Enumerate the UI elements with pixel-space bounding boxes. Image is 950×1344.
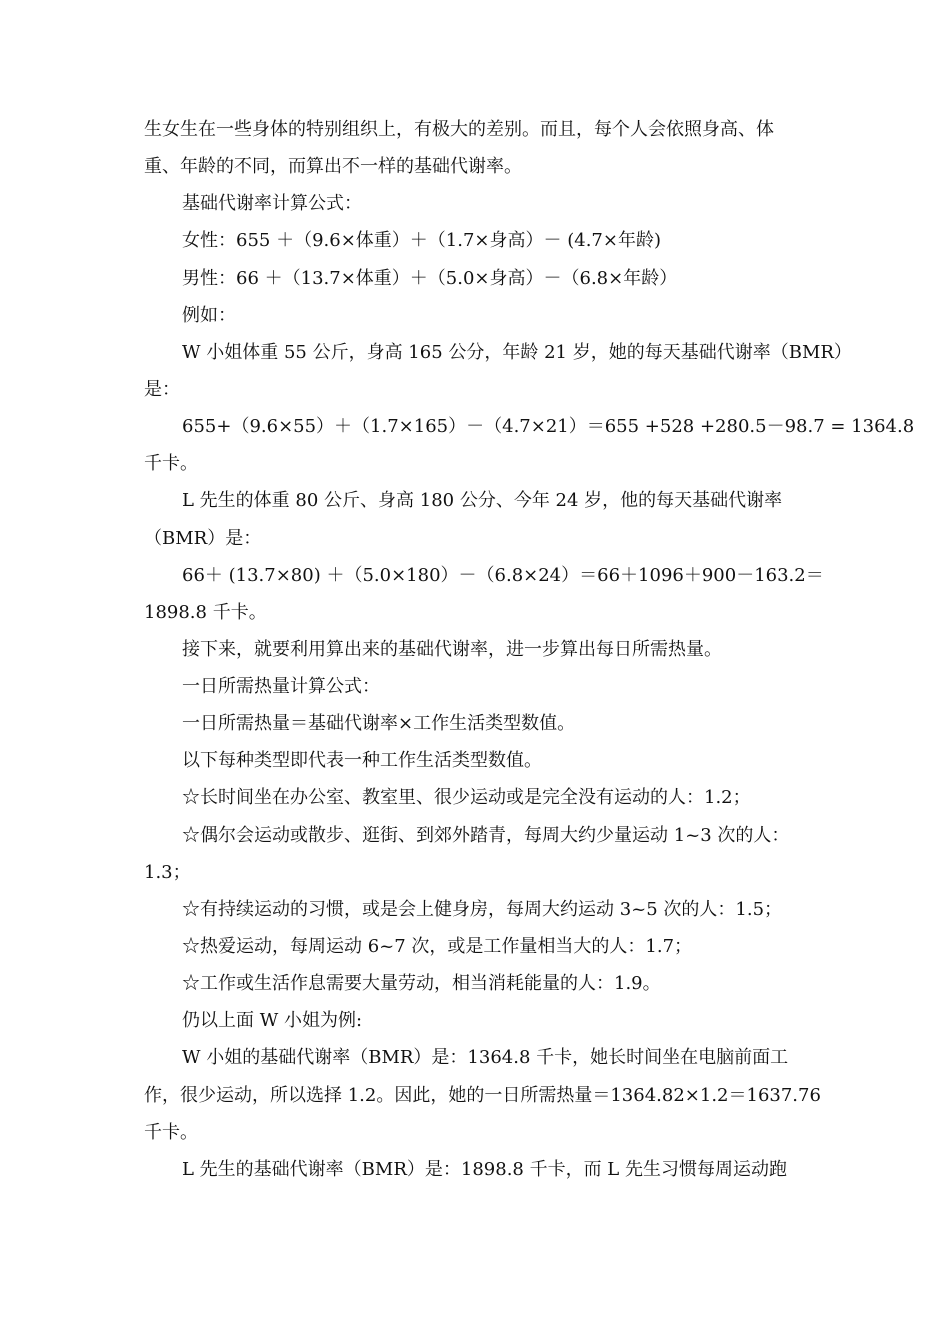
- text-line: L 先生的基础代谢率（BMR）是：1898.8 千卡，而 L 先生习惯每周运动跑: [182, 1159, 787, 1180]
- text-line: 接下来，就要利用算出来的基础代谢率，进一步算出每日所需热量。: [182, 639, 722, 660]
- text-line: 作，很少运动，所以选择 1.2。因此，她的一日所需热量＝1364.82×1.2＝1637.76: [144, 1085, 821, 1106]
- formula-female: 女性：655 ＋（9.6×体重）＋（1.7×身高）－ (4.7×年龄): [182, 230, 661, 251]
- activity-type-item: ☆有持续运动的习惯，或是会上健身房，每周大约运动 3~5 次的人：1.5；: [182, 899, 783, 920]
- text-line: 一日所需热量＝基础代谢率×工作生活类型数值。: [182, 713, 576, 734]
- text-line: 千卡。: [144, 453, 198, 474]
- calculation-line: 655+（9.6×55）＋（1.7×165）－（4.7×21）＝655 +528 +280.5－98.7 = 1364.8: [182, 416, 915, 437]
- calculation-line: 66＋ (13.7×80) ＋（5.0×180）－（6.8×24）＝66＋1096＋900－163.2＝: [182, 565, 824, 586]
- text-line: 仍以上面 W 小姐为例:: [182, 1010, 363, 1031]
- text-line: W 小姐的基础代谢率（BMR）是：1364.8 千卡，她长时间坐在电脑前面工: [182, 1047, 789, 1068]
- text-line: （BMR）是：: [144, 528, 262, 549]
- text-line: 1.3；: [144, 862, 191, 883]
- text-line: 基础代谢率计算公式：: [182, 193, 362, 214]
- formula-male: 男性：66 ＋（13.7×体重）＋（5.0×身高）－（6.8×年龄）: [182, 268, 678, 289]
- text-line: 1898.8 千卡。: [144, 602, 267, 623]
- text-line: 例如：: [182, 305, 236, 326]
- text-line: W 小姐体重 55 公斤，身高 165 公分，年龄 21 岁，她的每天基础代谢率（BMR）: [182, 342, 852, 363]
- activity-type-item: ☆偶尔会运动或散步、逛街、到郊外踏青，每周大约少量运动 1~3 次的人：: [182, 825, 790, 846]
- activity-type-item: ☆工作或生活作息需要大量劳动，相当消耗能量的人：1.9。: [182, 973, 661, 994]
- text-line: 一日所需热量计算公式：: [182, 676, 380, 697]
- text-line: 是：: [144, 379, 180, 400]
- text-line: 重、年龄的不同，而算出不一样的基础代谢率。: [144, 156, 522, 177]
- text-line: 生女生在一些身体的特别组织上，有极大的差别。而且，每个人会依照身高、体: [144, 119, 774, 140]
- text-line: 千卡。: [144, 1122, 198, 1143]
- activity-type-item: ☆热爱运动，每周运动 6~7 次，或是工作量相当大的人：1.7；: [182, 936, 693, 957]
- text-line: L 先生的体重 80 公斤、身高 180 公分、今年 24 岁，他的每天基础代谢率: [182, 490, 783, 511]
- activity-type-item: ☆长时间坐在办公室、教室里、很少运动或是完全没有运动的人：1.2；: [182, 787, 751, 808]
- text-line: 以下每种类型即代表一种工作生活类型数值。: [182, 750, 542, 771]
